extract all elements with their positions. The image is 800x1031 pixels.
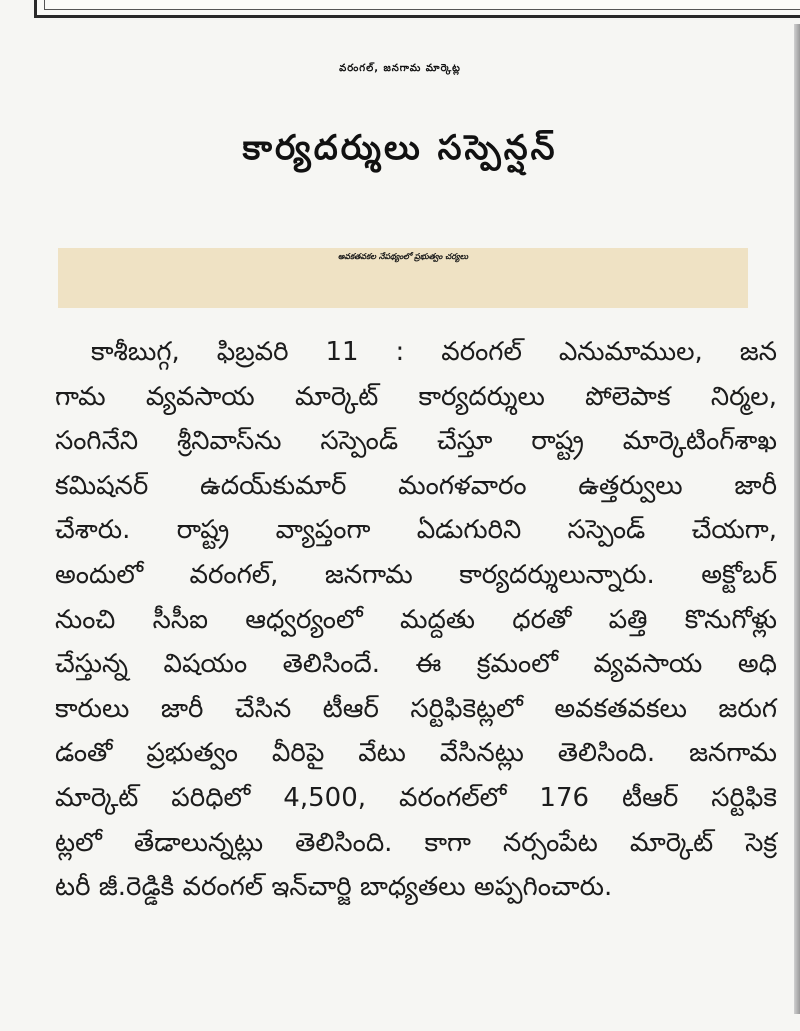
body-line: ట్లలో తేడాలున్నట్లు తెలిసింది. కాగా నర్సంపేట మార్కెట్ సెక్ర [55,827,777,858]
body-line: కాశీబుగ్గ, ఫిబ్రవరి 11 : వరంగల్ ఎనుమాముల, జన [91,337,777,367]
body-line: మార్కెట్ పరిధిలో 4,500, వరంగల్‌లో 176 టీఆర్ సర్టిఫికె [55,782,777,813]
body-line: కమిషనర్ ఉదయ్‌కుమార్ మంగళవారం ఉత్తర్వులు జారీ [55,470,777,501]
previous-article-inner-border [44,0,800,10]
body-line: అందులో వరంగల్, జనగామ కార్యదర్శులున్నారు. అక్టోబర్ [55,559,777,590]
body-line: నుంచి సీసీఐ ఆధ్వర్యంలో మద్దతు ధరతో పత్తి కొనుగోళ్లు [55,604,777,635]
headline-line-1: వరంగల్, జనగామ మార్కెట్ల [339,63,461,74]
body-line: కారులు జారీ చేసిన టీఆర్ సర్టిఫికెట్లలో అవకతవకలు జరుగ [55,693,777,724]
headline-line-2: కార్యదర్శులు సస్పెన్షన్ [242,128,558,168]
body-line: టరీ జీ.రెడ్డికి వరంగల్ ఇన్‌చార్జి బాధ్యతలు అప్పగించారు. [55,872,613,903]
body-line: డంతో ప్రభుత్వం వీరిపై వేటు వేసినట్లు తెలిసింది. జనగామ [55,738,777,769]
body-line: గామ వ్యవసాయ మార్కెట్ కార్యదర్శులు పోలెపాక నిర్మల, [55,381,777,412]
body-line: చేస్తున్న విషయం తెలిసిందే. ఈ క్రమంలో వ్యవసాయ అధి [55,649,777,680]
subheadline: అవకతవకల నేపథ్యంలో ప్రభుత్వం చర్యలు [337,252,469,261]
body-line: సంగినేని శ్రీనివాస్‌ను సస్పెండ్ చేస్తూ రాష్ట్ర మార్కెటింగ్‌శాఖ [55,426,777,457]
body-line: చేశారు. రాష్ట్ర వ్యాప్తంగా ఏడుగురిని సస్పెండ్ చేయగా, [55,515,777,546]
article-body [55,330,777,910]
